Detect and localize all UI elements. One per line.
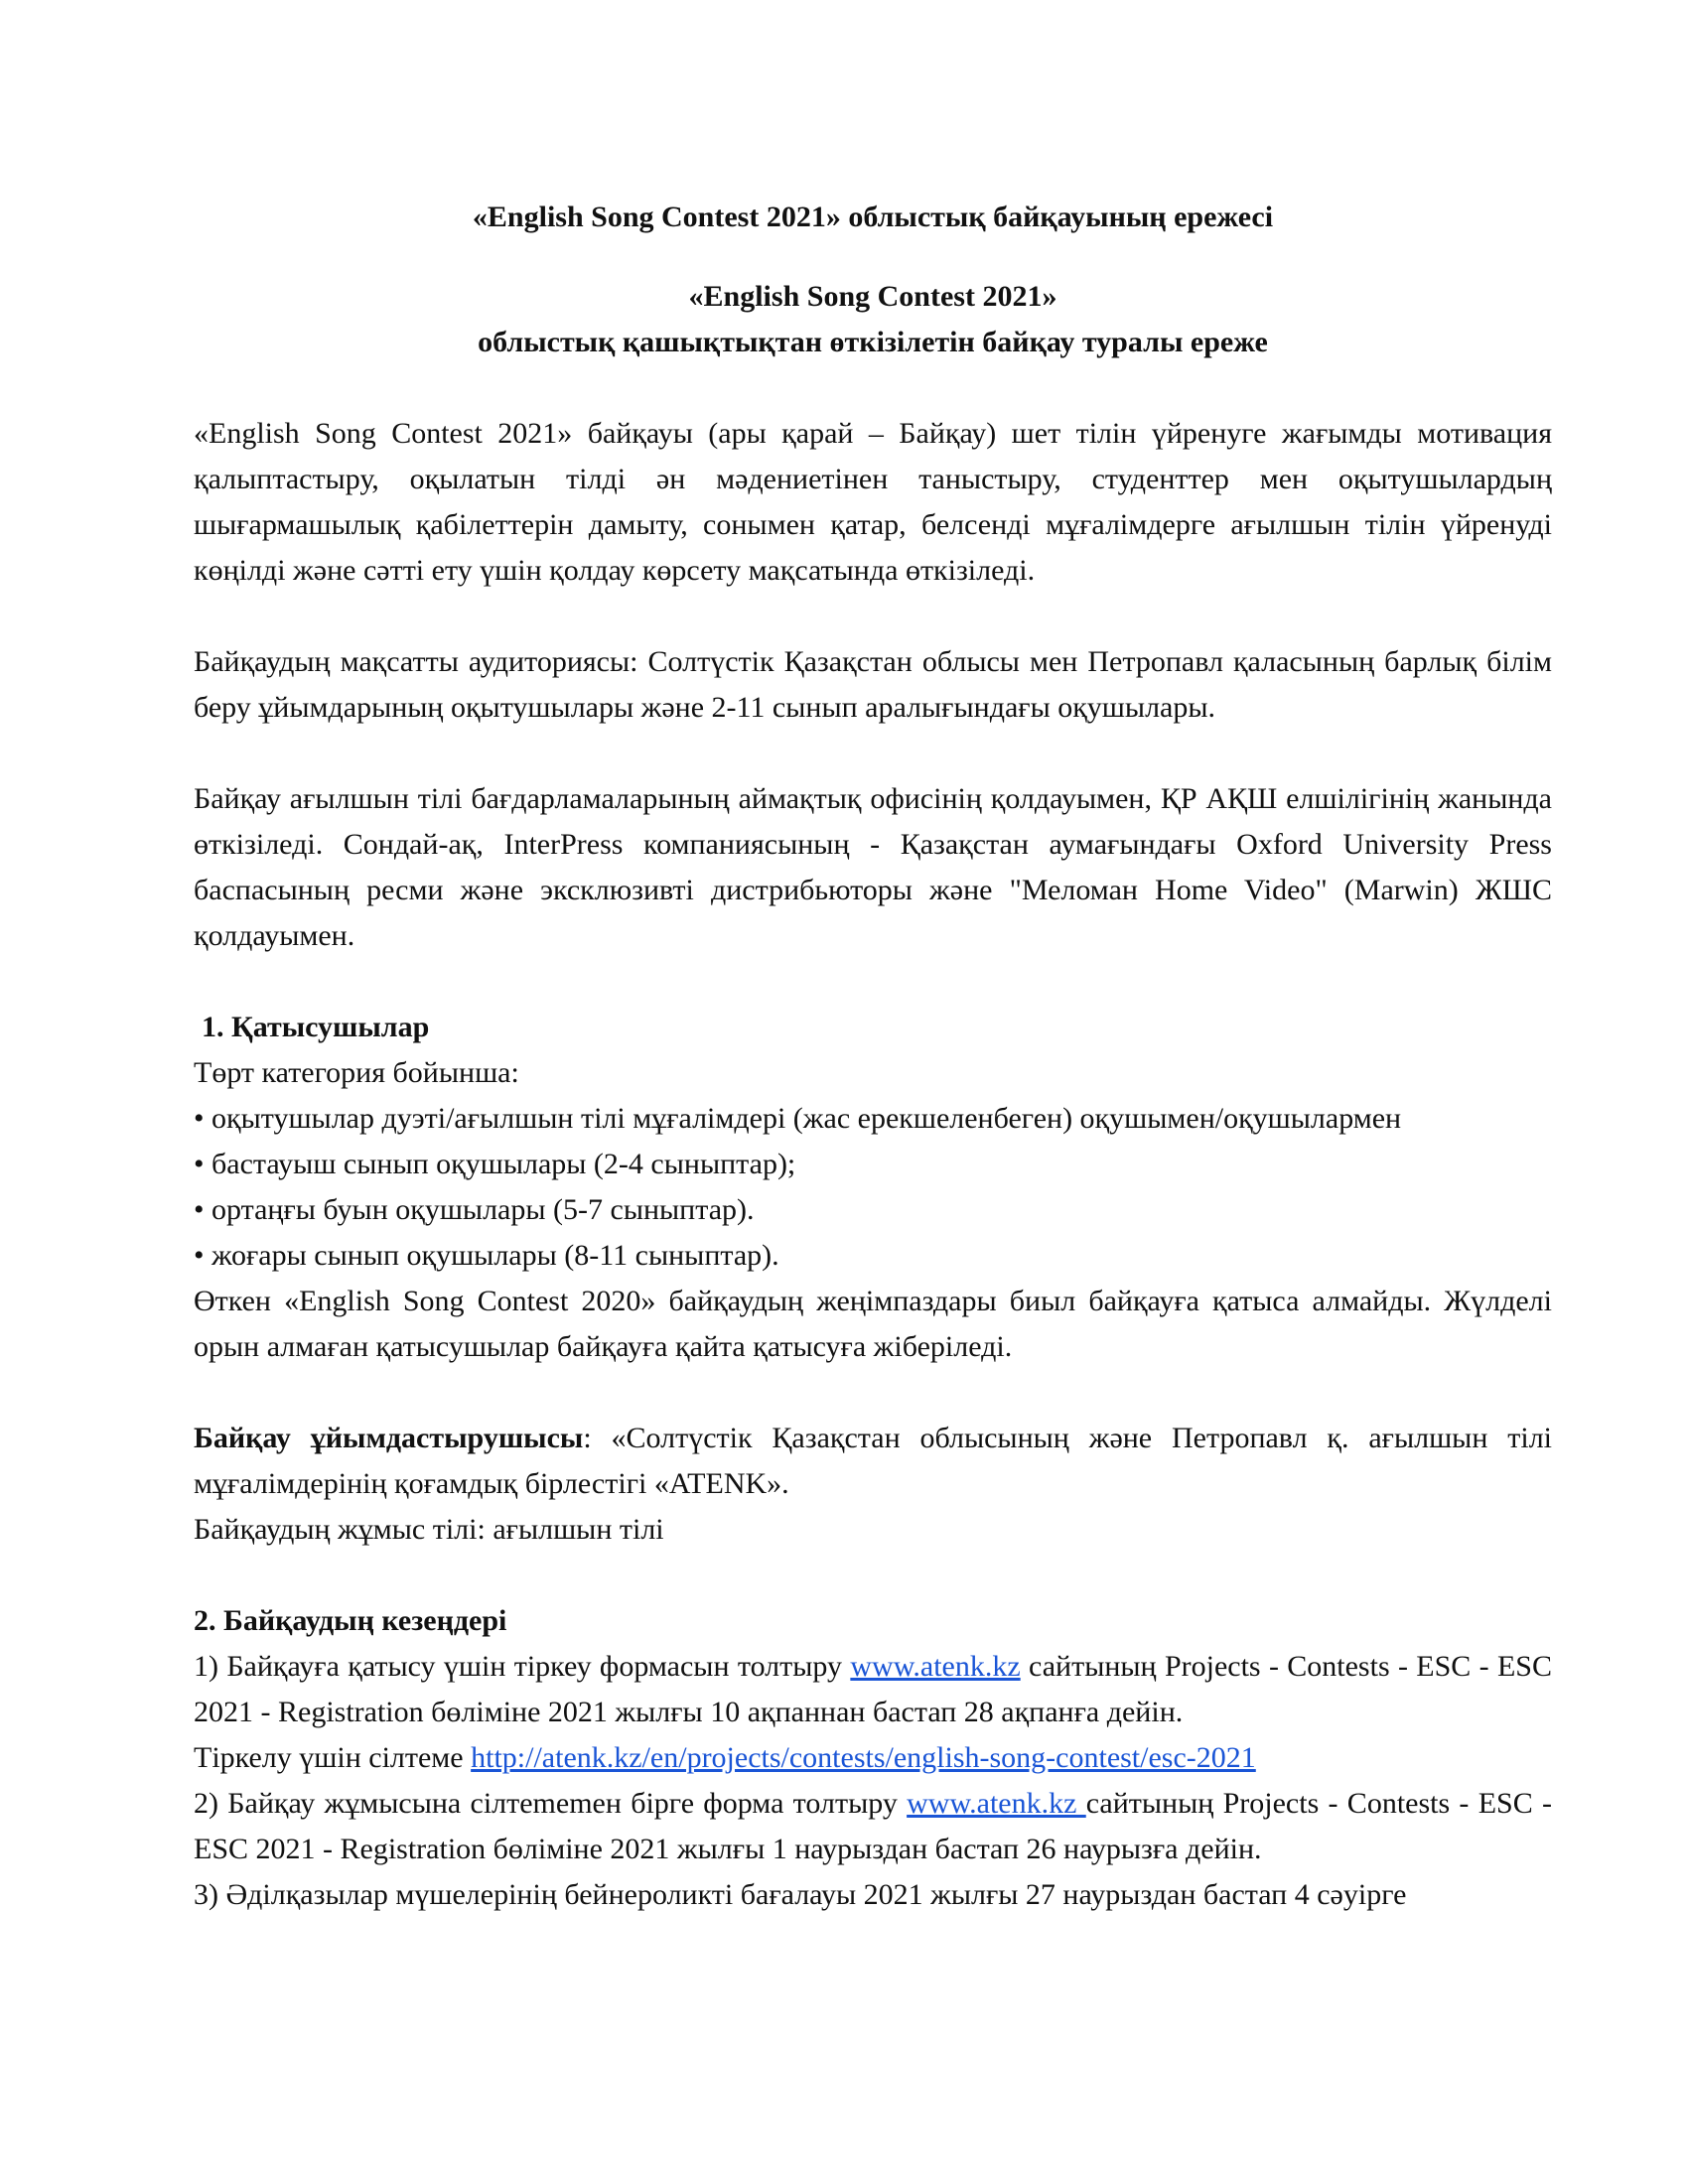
organizer-label: Байқау ұйымдастырушысы bbox=[194, 1422, 584, 1454]
stage-1-text-before: 1) Байқауға қатысу үшін тіркеу формасын толтыру bbox=[194, 1650, 851, 1683]
stage-1 bbox=[194, 1644, 1552, 1735]
winners-note-paragraph: Өткен «English Song Contest 2020» байқаудың жеңімпаздары биыл байқауға қатыса алмайды. Жүлделі орын алмаған қатысушылар байқауға қайта қатысуға жіберіледі. bbox=[194, 1285, 1552, 1363]
registration-link[interactable]: http://atenk.kz/en/projects/contests/english-song-contest/esc-2021 bbox=[471, 1741, 1256, 1774]
stage-3: 3) Әділқазылар мүшелерінің бейнероликті бағалауы 2021 жылғы 27 наурыздан бастап 4 сәуірге bbox=[194, 1878, 1407, 1911]
atenk-link-2[interactable]: www.atenk.kz bbox=[907, 1787, 1086, 1820]
organizer-text: : «Солтүстік Қазақстан облысының және Петропавл қ. ағылшын тілі мұғалімдерінің қоғамдық бірлестігі «ATENK». bbox=[194, 1422, 1553, 1500]
document-page bbox=[194, 195, 1552, 1918]
stage-1-text-after: сайтының Projects - Contests - ESC - ESC 2021 - Registration бөліміне 2021 жылғы 10 ақпаннан бастап 28 ақпанға дейін. bbox=[194, 1650, 1552, 1728]
document-subtitle-line1: «English Song Contest 2021» bbox=[688, 280, 1057, 313]
organizer-block bbox=[194, 1416, 1552, 1553]
stage-2 bbox=[194, 1781, 1552, 1872]
support-paragraph: Байқау ағылшын тілі бағдарламаларының аймақтық офисінің қолдауымен, ҚР АҚШ елшілігінің жанында өткізіледі. Сондай-ақ, InterPress компаниясының - Қазақстан аумағындағы Oxford University Press баспасының ресми және эксклюзивті дистрибьюторы және "Меломан Home Video" (Marwin) ЖШС қолдауымен. bbox=[194, 782, 1552, 952]
registration-label: Тіркелу үшін сілтеме bbox=[194, 1741, 472, 1774]
intro-paragraph: «English Song Contest 2021» байқауы (ары қарай – Байқау) шет тілін үйренуге жағымды мотивация қалыптастыру, оқылатын тілді ән мәдениетінен таныстыру, студенттер мен оқытушылардың шығармашылық қабілеттерін дамыту, сонымен қатар, белсенді мұғалімдерге ағылшын тілін үйренуді көңілді және сәтті ету үшін қолдау көрсету мақсатында өткізіледі. bbox=[194, 417, 1552, 587]
list-item: • жоғары сынып оқушылары (8-11 сыныптар). bbox=[194, 1239, 779, 1272]
audience-paragraph: Байқаудың мақсатты аудиториясы: Солтүстік Қазақстан облысы мен Петропавл қаласының барлық білім беру ұйымдарының оқытушылары және 2-11 сынып аралығындағы оқушылары. bbox=[194, 645, 1552, 724]
section-participants bbox=[194, 1005, 1552, 1279]
section-stages bbox=[194, 1598, 1552, 1918]
atenk-link[interactable]: www.atenk.kz bbox=[850, 1650, 1021, 1683]
section-1-lead: Төрт категория бойынша: bbox=[194, 1056, 519, 1089]
list-item: • бастауыш сынып оқушылары (2-4 сыныптар); bbox=[194, 1148, 796, 1180]
organizer-paragraph bbox=[194, 1416, 1552, 1507]
working-language: Байқаудың жұмыс тілі: ағылшын тілі bbox=[194, 1513, 664, 1546]
list-item: • оқытушылар дуэті/ағылшын тілі мұғалімдері (жас ерекшеленбеген) оқушымен/оқушылармен bbox=[194, 1102, 1402, 1135]
stage-2-text-before: 2) Байқау жұмысына сілтememен бірге форма толтыру bbox=[194, 1787, 908, 1820]
list-item: • ортаңғы буын оқушылары (5-7 сыныптар). bbox=[194, 1193, 755, 1226]
participant-category-list bbox=[194, 1096, 1552, 1279]
document-title: «English Song Contest 2021» облыстық байқауының ережесі bbox=[472, 201, 1274, 233]
section-1-heading: 1. Қатысушылар bbox=[202, 1011, 430, 1043]
section-2-heading: 2. Байқаудың кезеңдері bbox=[194, 1604, 507, 1637]
document-subtitle-line2: облыстық қашықтықтан өткізілетін байқау туралы ереже bbox=[478, 326, 1268, 358]
stage-2-text-after: сайтының Projects - Contests - ESC - ESC 2021 - Registration бөліміне 2021 жылғы 1 наурыздан бастап 26 наурызға дейін. bbox=[194, 1787, 1552, 1865]
registration-link-line bbox=[194, 1735, 1552, 1781]
